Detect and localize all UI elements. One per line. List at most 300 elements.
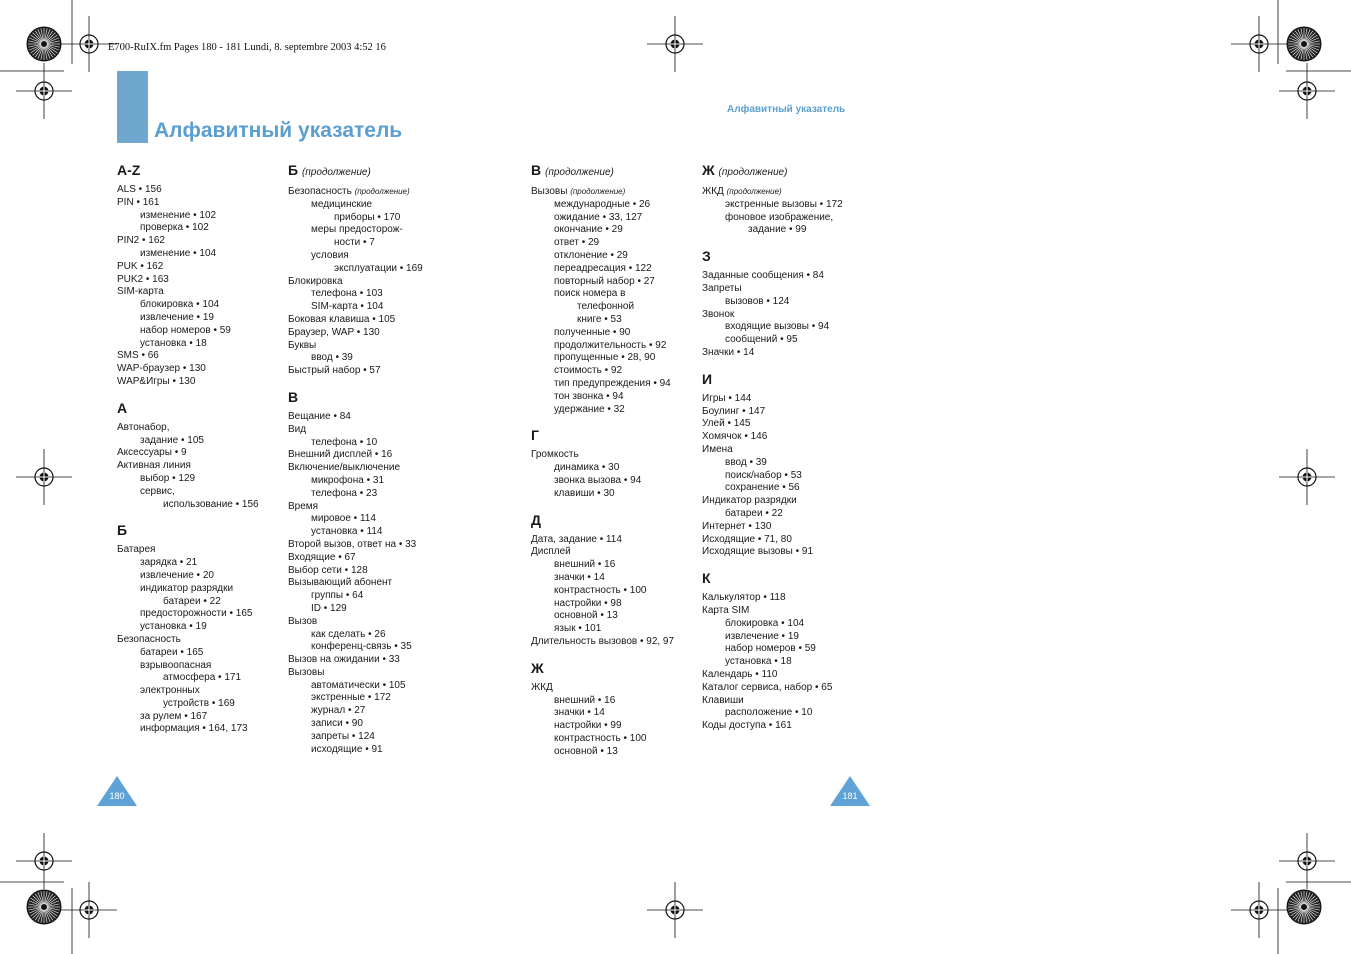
section-heading (117, 400, 259, 417)
index-entry-text: Исходящие • 71, 80 (702, 533, 792, 545)
index-entry-text: установка • 18 (140, 337, 207, 349)
index-entry-text: извлечение • 20 (140, 569, 214, 581)
section-heading (531, 162, 674, 181)
index-entry-text: Вещание • 84 (288, 410, 351, 422)
index-entry-text: Улей • 145 (702, 418, 751, 430)
index-entry (531, 391, 674, 404)
section-heading (702, 162, 843, 181)
registration-mark-icon (1279, 449, 1335, 505)
index-entry (288, 565, 423, 578)
index-entry (288, 590, 423, 603)
index-entry (531, 250, 674, 263)
index-entry (531, 475, 674, 488)
index-entry (531, 365, 674, 378)
index-entry-text: звонка вызова • 94 (554, 474, 642, 486)
index-entry-text: вызовов • 124 (725, 295, 790, 307)
index-entry (117, 499, 259, 512)
index-entry (531, 598, 674, 611)
index-entry-text: Боковая клавиша • 105 (288, 313, 396, 325)
index-entry-text: исходящие • 91 (311, 743, 383, 755)
index-entry-text: Калькулятор • 118 (702, 592, 786, 604)
index-entry (117, 210, 259, 223)
index-entry-text: поиск/набор • 53 (725, 469, 802, 481)
section-heading (702, 570, 843, 587)
index-entry (117, 698, 259, 711)
index-entry-text: меры предосторож- (311, 224, 403, 236)
index-entry (702, 347, 843, 360)
print-header: E700-RuIX.fm Pages 180 - 181 Lundi, 8. septembre 2003 4:52 16 (108, 42, 386, 53)
index-entry-text: задание • 99 (748, 224, 807, 236)
index-entry-text: полученные • 90 (554, 326, 631, 338)
index-entry (702, 431, 843, 444)
index-entry-text: телефона • 103 (311, 288, 383, 300)
index-entry-text: экстренные вызовы • 172 (725, 198, 843, 210)
index-entry (531, 585, 674, 598)
index-entry (531, 733, 674, 746)
color-target-icon (27, 890, 61, 924)
index-entry-text: основной • 13 (554, 745, 618, 757)
index-entry-text: взрывоопасная (140, 659, 212, 671)
registration-mark-icon (1279, 833, 1335, 889)
index-entry (117, 184, 259, 197)
index-entry (288, 475, 423, 488)
index-entry-text: WAP-браузер • 130 (117, 363, 206, 375)
index-entry-text: устройств • 169 (163, 697, 235, 709)
index-entry (531, 186, 674, 199)
index-entry-text: книге • 53 (577, 313, 622, 325)
index-entry-text: изменение • 102 (140, 209, 217, 221)
index-entry (702, 296, 843, 309)
index-entry-text: автоматически • 105 (311, 679, 406, 691)
index-entry (531, 327, 674, 340)
index-entry (288, 365, 423, 378)
index-entry-text: стоимость • 92 (554, 365, 623, 377)
index-entry (288, 616, 423, 629)
index-entry (702, 669, 843, 682)
index-entry-text: входящие вызовы • 94 (725, 321, 830, 333)
index-entry-text: выбор • 129 (140, 472, 196, 484)
index-entry (117, 222, 259, 235)
index-entry-text: экстренные • 172 (311, 692, 391, 704)
index-entry (288, 186, 423, 199)
index-entry-text: Внешний дисплей • 16 (288, 449, 393, 461)
index-entry-text: Заданные сообщения • 84 (702, 270, 824, 282)
index-entry-text: PIN2 • 162 (117, 235, 165, 247)
index-entry (531, 340, 674, 353)
index-entry-text: Длительность вызовов • 92, 97 (531, 635, 675, 647)
index-entry-text: Запреты (702, 282, 742, 294)
index-entry (702, 470, 843, 483)
index-entry-text: ID • 129 (311, 602, 347, 614)
index-entry-text: PUK2 • 163 (117, 273, 169, 285)
index-entry-text: сохранение • 56 (725, 482, 800, 494)
index-entry (288, 250, 423, 263)
index-entry (702, 631, 843, 644)
index-entry-text: Имена (702, 443, 733, 455)
index-entry-text: переадресация • 122 (554, 262, 652, 274)
section-letter: В (531, 162, 542, 178)
index-entry (702, 199, 843, 212)
index-entry-text: ЖКД (702, 186, 724, 197)
section-letter: Б (117, 522, 128, 539)
registration-mark-icon (647, 16, 703, 72)
index-entry (531, 352, 674, 365)
index-entry-text: условия (311, 249, 349, 261)
index-entry-text: ЖКД (531, 681, 553, 693)
index-entry-text: проверка • 102 (140, 222, 209, 234)
index-entry-text: Интернет • 130 (702, 520, 772, 532)
index-entry-text: внешний • 16 (554, 694, 616, 706)
index-entry-text: медицинские (311, 198, 372, 210)
index-entry-text: Дисплей (531, 546, 571, 558)
index-entry-text: мировое • 114 (311, 513, 376, 525)
continued-note: (продолжение) (718, 167, 788, 178)
index-entry-text: Выбор сети • 128 (288, 564, 368, 576)
index-entry (288, 276, 423, 289)
index-entry-text: тон звонка • 94 (554, 390, 624, 402)
index-entry-text: Значки • 14 (702, 346, 755, 358)
index-entry (117, 422, 259, 435)
section-letter: Г (531, 427, 539, 444)
index-entry (531, 404, 674, 417)
index-entry-text: индикатор разрядки (140, 582, 234, 594)
index-entry (288, 501, 423, 514)
index-entry (288, 526, 423, 539)
index-entry-text: запреты • 124 (311, 730, 375, 742)
index-entry-text: Включение/выключение (288, 462, 401, 474)
index-entry-text: блокировка • 104 (725, 617, 805, 629)
section-heading (531, 660, 674, 677)
index-entry (702, 270, 843, 283)
index-entry (531, 276, 674, 289)
index-entry (531, 462, 674, 475)
index-entry (702, 309, 843, 322)
index-entry (117, 583, 259, 596)
index-entry (702, 283, 843, 296)
index-entry (531, 572, 674, 585)
index-entry-text: установка • 114 (311, 526, 383, 538)
index-entry-text: журнал • 27 (311, 705, 366, 717)
index-entry (288, 552, 423, 565)
index-entry-text: Вид (288, 423, 307, 435)
index-entry (531, 559, 674, 572)
index-entry-text: эксплуатации • 169 (334, 262, 423, 274)
index-entry (117, 338, 259, 351)
index-entry (288, 352, 423, 365)
continued-note: (продолжение) (570, 187, 626, 196)
index-entry (531, 636, 674, 649)
page-number-right (830, 776, 870, 806)
index-entry-text: контрастность • 100 (554, 584, 647, 596)
index-entry (288, 237, 423, 250)
registration-mark-icon (1231, 16, 1287, 72)
index-entry-text: SIM-карта • 104 (311, 301, 384, 313)
index-entry (117, 557, 259, 570)
index-entry (531, 682, 674, 695)
color-target-icon (27, 27, 61, 61)
index-entry (117, 647, 259, 660)
index-entry (702, 186, 843, 199)
index-entry (288, 314, 423, 327)
continued-note: (продолжение) (301, 167, 371, 178)
index-entry-text: телефона • 10 (311, 436, 378, 448)
index-entry-text: изменение • 104 (140, 247, 217, 259)
index-entry (288, 667, 423, 680)
index-entry (531, 378, 674, 391)
index-entry-text: сообщений • 95 (725, 334, 798, 346)
index-entry-text: PUK • 162 (117, 260, 164, 272)
index-entry (288, 212, 423, 225)
index-entry (702, 592, 843, 605)
index-entry-text: Буквы (288, 339, 317, 351)
index-entry-text: Вызов (288, 615, 318, 627)
index-entry-text: фоновое изображение, (725, 211, 834, 223)
section-letter: З (702, 248, 711, 265)
index-entry-text: Клавиши (702, 694, 744, 706)
section-letter: В (288, 388, 299, 405)
index-entry (702, 605, 843, 618)
index-entry-text: информация • 164, 173 (140, 723, 248, 735)
index-entry-text: приборы • 170 (334, 211, 401, 223)
index-entry (288, 224, 423, 237)
index-entry-text: настройки • 98 (554, 597, 622, 609)
index-entry (702, 482, 843, 495)
index-entry (117, 435, 259, 448)
index-entry-text: Время (288, 500, 319, 512)
index-entry (531, 449, 674, 462)
index-entry (702, 418, 843, 431)
index-entry (531, 610, 674, 623)
index-entry (288, 488, 423, 501)
registration-mark-icon (647, 882, 703, 938)
index-entry (117, 312, 259, 325)
index-entry (117, 596, 259, 609)
index-entry-text: Батарея (117, 544, 156, 556)
section-letter: А (117, 399, 128, 416)
index-entry (531, 237, 674, 250)
index-entry-text: батареи • 22 (163, 595, 221, 607)
index-entry (117, 197, 259, 210)
index-entry (288, 539, 423, 552)
index-entry (117, 711, 259, 724)
index-entry-text: Быстрый набор • 57 (288, 365, 381, 377)
index-entry (531, 488, 674, 501)
index-entry-text: установка • 18 (725, 656, 792, 668)
index-entry (702, 546, 843, 559)
index-entry (117, 325, 259, 338)
index-entry-text: поиск номера в (554, 288, 626, 300)
index-entry-text: Безопасность (117, 633, 181, 645)
index-entry-text: Вызов на ожидании • 33 (288, 654, 400, 666)
index-entry-text: Карта SIM (702, 604, 750, 616)
index-entry-text: ности • 7 (334, 237, 375, 249)
index-entry (288, 731, 423, 744)
index-entry (702, 444, 843, 457)
index-entry (531, 546, 674, 559)
index-entry (117, 274, 259, 287)
index-column-4 (702, 162, 843, 733)
index-entry (117, 685, 259, 698)
index-entry (702, 212, 843, 225)
index-entry-text: электронных (140, 685, 200, 697)
index-entry-text: Индикатор разрядки (702, 495, 797, 507)
index-entry (702, 682, 843, 695)
index-entry (117, 473, 259, 486)
index-entry-text: Каталог сервиса, набор • 65 (702, 681, 833, 693)
index-entry-text: ввод • 39 (311, 352, 353, 364)
index-entry (117, 248, 259, 261)
index-entry (702, 321, 843, 334)
index-entry (702, 695, 843, 708)
index-entry-text: задание • 105 (140, 434, 204, 446)
index-entry-text: Звонок (702, 308, 735, 320)
index-entry (531, 263, 674, 276)
registration-mark-icon (61, 882, 117, 938)
index-entry-text: Исходящие вызовы • 91 (702, 546, 814, 558)
index-entry (702, 224, 843, 237)
index-entry-text: Коды доступа • 161 (702, 720, 792, 732)
continued-note: (продолжение) (545, 167, 614, 178)
index-column-2 (288, 162, 423, 756)
index-entry-text: удержание • 32 (554, 403, 625, 415)
index-entry (531, 314, 674, 327)
index-entry (702, 457, 843, 470)
index-entry-text: Боулинг • 147 (702, 405, 766, 417)
index-entry-text: установка • 19 (140, 621, 207, 633)
index-entry (702, 334, 843, 347)
index-entry-text: записи • 90 (311, 718, 363, 730)
index-entry (702, 508, 843, 521)
index-entry-text: набор номеров • 59 (140, 324, 231, 336)
index-column-1 (117, 162, 259, 736)
index-entry-text: клавиши • 30 (554, 487, 615, 499)
index-entry-text: ввод • 39 (725, 456, 767, 468)
index-entry-text: группы • 64 (311, 590, 364, 602)
section-letter: К (702, 570, 711, 587)
index-entry (117, 460, 259, 473)
index-entry (702, 534, 843, 547)
index-entry-text: зарядка • 21 (140, 557, 198, 569)
index-entry (117, 672, 259, 685)
index-entry (117, 486, 259, 499)
index-entry (702, 643, 843, 656)
index-entry-text: батареи • 165 (140, 646, 204, 658)
index-entry-text: динамика • 30 (554, 462, 620, 474)
index-entry-text: Игры • 144 (702, 392, 752, 404)
index-entry (288, 654, 423, 667)
index-entry (531, 301, 674, 314)
page-number-text: 181 (842, 791, 858, 801)
page-title: Алфавитный указатель (154, 119, 403, 142)
index-entry (288, 411, 423, 424)
section-heading (531, 427, 674, 444)
index-entry-text: батареи • 22 (725, 507, 783, 519)
index-entry-text: телефонной (577, 301, 635, 313)
index-entry (702, 618, 843, 631)
index-entry (117, 299, 259, 312)
continued-note: (продолжение) (354, 187, 410, 196)
index-entry-text: Входящие • 67 (288, 551, 356, 563)
index-entry-text: как сделать • 26 (311, 628, 386, 640)
section-heading (117, 162, 259, 179)
index-entry-text: Громкость (531, 449, 579, 461)
index-entry (531, 746, 674, 759)
index-entry (117, 544, 259, 557)
index-entry (288, 680, 423, 693)
index-entry (288, 199, 423, 212)
index-entry (531, 224, 674, 237)
index-entry-text: основной • 13 (554, 610, 618, 622)
index-entry-text: предосторожности • 165 (140, 608, 253, 620)
index-entry-text: сервис, (140, 485, 175, 497)
index-entry-text: ожидание • 33, 127 (554, 211, 643, 223)
index-entry-text: SIM-карта (117, 286, 164, 298)
index-entry (531, 707, 674, 720)
index-entry-text: ответ • 29 (554, 237, 600, 249)
index-entry (117, 621, 259, 634)
index-entry (117, 634, 259, 647)
index-entry (288, 288, 423, 301)
color-target-icon (1287, 890, 1321, 924)
index-entry (531, 534, 674, 547)
index-entry (702, 393, 843, 406)
section-heading (702, 248, 843, 265)
index-entry (288, 340, 423, 353)
index-entry-text: набор номеров • 59 (725, 643, 816, 655)
section-letter: Д (531, 511, 541, 528)
index-entry (288, 449, 423, 462)
registration-mark-icon (1231, 882, 1287, 938)
registration-mark-icon (16, 833, 72, 889)
index-entry-text: тип предупреждения • 94 (554, 377, 671, 389)
index-entry (288, 718, 423, 731)
index-entry-text: значки • 14 (554, 707, 605, 719)
index-entry-text: Браузер, WAP • 130 (288, 326, 380, 338)
index-entry (288, 513, 423, 526)
index-entry (117, 447, 259, 460)
index-entry-text: микрофона • 31 (311, 474, 385, 486)
running-head: Алфавитный указатель (727, 104, 846, 115)
index-entry (288, 641, 423, 654)
section-letter: A-Z (117, 162, 141, 178)
index-entry-text: окончание • 29 (554, 224, 623, 236)
index-entry (117, 570, 259, 583)
section-letter: Ж (702, 162, 715, 178)
section-heading (117, 522, 259, 539)
index-entry-text: отклонение • 29 (554, 249, 628, 261)
index-entry (117, 608, 259, 621)
index-entry (288, 744, 423, 757)
index-entry-text: блокировка • 104 (140, 299, 220, 311)
index-entry (117, 286, 259, 299)
index-entry (117, 363, 259, 376)
index-entry (702, 656, 843, 669)
index-entry-text: конференц-связь • 35 (311, 641, 412, 653)
index-entry (117, 660, 259, 673)
index-entry-text: Блокировка (288, 275, 343, 287)
index-entry-text: Второй вызов, ответ на • 33 (288, 538, 417, 550)
index-entry-text: Аксессуары • 9 (117, 447, 187, 459)
index-entry-text: извлечение • 19 (140, 311, 214, 323)
index-entry (702, 521, 843, 534)
index-entry-text: повторный набор • 27 (554, 275, 655, 287)
index-entry (117, 261, 259, 274)
index-entry (531, 695, 674, 708)
index-entry (531, 623, 674, 636)
page-number-text: 180 (109, 791, 125, 801)
page-number-left (97, 776, 137, 806)
index-entry (288, 263, 423, 276)
